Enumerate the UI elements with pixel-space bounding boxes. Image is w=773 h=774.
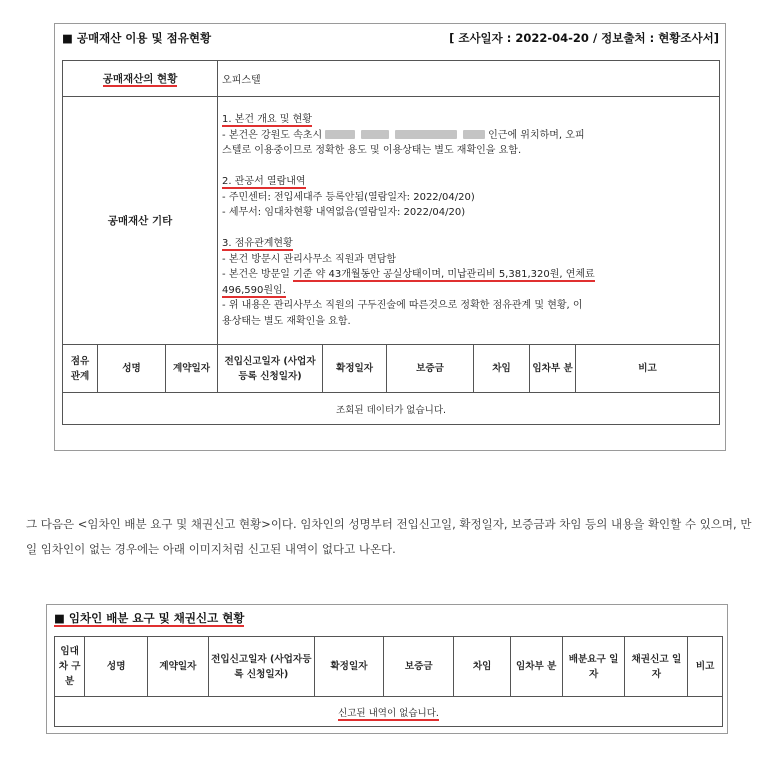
survey-meta: [ 조사일자 : 2022-04-20 / 정보출처 : 현황조사서] (449, 31, 719, 45)
other-line-1: - 본건은 강원도 속초시 인근에 위치하며, 오피 (222, 129, 585, 141)
other-heading-1: 1. 본건 개요 및 현황 (222, 114, 312, 125)
other-line-5: - 본건 방문시 관리사무소 직원과 면담함 (222, 253, 397, 265)
other-line-2: 스텔로 이용중이므로 정확한 용도 및 이용상태는 별도 재확인을 요함. (222, 145, 522, 156)
col-move-in-date: 전입신고일자 (사업자등록 신청일자) (218, 345, 323, 393)
col-occupancy-relation: 점유 관계 (63, 345, 98, 393)
other-heading-3: 3. 점유관계현황 (222, 238, 293, 249)
other-line-3: - 주민센터: 전입세대주 등록안됨(열람일자: 2022/04/20) (222, 191, 475, 203)
other-label: 공매재산 기타 (63, 97, 218, 345)
occupancy-section-title: ■ 공매재산 이용 및 점유현황 (62, 31, 212, 45)
occupancy-table (62, 60, 720, 425)
col-deposit: 보증금 (384, 637, 454, 697)
other-line-9: 용상태는 별도 재확인을 요함. (222, 315, 351, 327)
col-leased-part: 임차부 분 (530, 345, 576, 393)
tenant-claims-panel (46, 604, 728, 734)
col-distribution-request-date: 배분요구 일자 (562, 637, 625, 697)
col-name: 성명 (85, 637, 148, 697)
occupancy-empty-message: 조회된 데이터가 없습니다. (63, 393, 720, 425)
redacted-block (361, 130, 389, 139)
status-value: 오피스텔 (218, 61, 720, 97)
col-fixed-date: 확정일자 (314, 637, 383, 697)
col-leased-part: 임차부 분 (510, 637, 562, 697)
col-claim-report-date: 채권신고 일자 (625, 637, 688, 697)
status-label: 공매재산의 현황 (102, 73, 178, 85)
col-contract-date: 계약일자 (166, 345, 218, 393)
col-remarks: 비고 (688, 637, 723, 697)
other-line-6: - 본건은 방문일 기준 약 43개월동안 공실상태이며, 미납관리비 5,381,320원, 연체료 (222, 269, 595, 280)
other-line-7: 496,590원임. (222, 284, 286, 296)
col-remarks: 비고 (576, 345, 720, 393)
tenant-empty-message: 신고된 내역이 없습니다. (338, 707, 439, 719)
tenant-table (54, 636, 723, 727)
col-lease-type: 임대 차 구분 (55, 637, 85, 697)
col-name: 성명 (98, 345, 166, 393)
redacted-block (395, 130, 457, 139)
col-move-in-date: 전입신고일자 (사업자등록 신청일자) (208, 637, 314, 697)
col-contract-date: 계약일자 (148, 637, 209, 697)
body-paragraph: 그 다음은 <임차인 배분 요구 및 채권신고 현황>이다. 임차인의 성명부터 전입신고일, 확정일자, 보증금과 차임 등의 내용을 확인할 수 있으며, 만일 임차인이 없는 경우에는 아래 이미지처럼 신고된 내역이 없다고 나온다. (26, 517, 752, 556)
status-label-cell (63, 61, 218, 97)
col-rent: 차임 (454, 637, 510, 697)
col-rent: 차임 (474, 345, 530, 393)
occupancy-header-row (63, 345, 720, 393)
tenant-header-row (55, 637, 723, 697)
other-line-8: - 위 내용은 관리사무소 직원의 구두진술에 따른것으로 정확한 점유관계 및 현황, 이 (222, 300, 583, 311)
occupancy-status-panel (54, 23, 726, 451)
redacted-block (325, 130, 355, 139)
other-line-4: - 세무서: 임대차현황 내역없음(열람일자: 2022/04/20) (222, 207, 466, 218)
col-deposit: 보증금 (387, 345, 474, 393)
col-fixed-date: 확정일자 (323, 345, 387, 393)
other-details (218, 97, 720, 345)
tenant-section-title: ■ 임차인 배분 요구 및 채권신고 현황 (54, 611, 245, 625)
redacted-block (463, 130, 485, 139)
other-heading-2: 2. 관공서 열람내역 (222, 176, 306, 187)
